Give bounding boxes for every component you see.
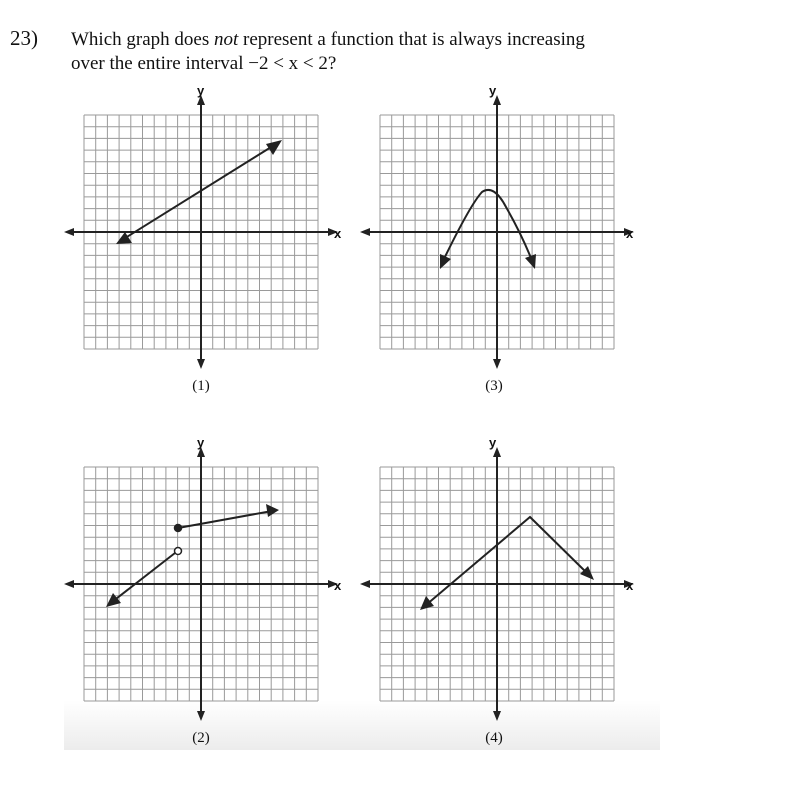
graph-2-arrow-right [266,504,279,517]
question-line-1 [71,28,671,52]
graph-1-line [122,144,276,240]
graph-1-svg [64,95,354,375]
graph-4-y-label: y [489,435,497,450]
question-number: 23) [10,26,38,50]
graph-3-x-label: x [626,226,634,241]
x-axis-arrow-left [64,580,74,588]
graph-2-caption: (2) [192,730,210,746]
graph-1-arrow-left [116,232,132,244]
graph-3-axes [360,95,634,369]
graph-4-axes [360,447,634,721]
y-axis-arrow-down [493,711,501,721]
graph-1-x-label: x [334,226,342,241]
graph-1-arrow-right [266,140,282,155]
graph-4-arrow-left [420,596,434,610]
y-axis-arrow-down [493,359,501,369]
x-axis-arrow-left [360,580,370,588]
graph-2[interactable] [64,435,354,727]
graph-2-y-label: y [197,435,205,450]
graph-3-parabola [442,190,533,263]
graph-4-x-label: x [626,578,634,593]
graph-2-curve [106,504,279,607]
graph-1-curve [116,140,282,244]
graph-2-axes [64,447,338,721]
graph-4-svg [360,447,650,727]
graph-1-axes [64,95,338,369]
graph-3-svg [360,95,650,375]
question-line-2: over the entire interval −2 < x < 2? [71,53,337,74]
y-axis-arrow-down [197,359,205,369]
x-axis-arrow-left [360,228,370,236]
question-text [71,28,671,76]
graph-2-svg [64,447,354,727]
graph-1-y-label: y [197,83,205,98]
graph-1[interactable] [64,83,354,375]
x-axis-arrow-left [64,228,74,236]
y-axis-arrow-down [197,711,205,721]
graph-3-curve [440,190,536,269]
graph-3[interactable] [360,83,650,375]
graph-2-x-label: x [334,578,342,593]
question-line-1-start: Which graph does [71,29,214,50]
graph-4-caption: (4) [485,730,503,746]
graph-2-open-dot [175,548,182,555]
graph-2-closed-dot [175,525,182,532]
graph-4[interactable] [360,435,650,727]
question-line-1-end: represent a function that is always increasing [238,29,585,50]
graph-1-caption: (1) [192,378,210,394]
graph-3-caption: (3) [485,378,503,394]
graph-3-y-label: y [489,83,497,98]
question-emphasis: not [213,29,239,50]
